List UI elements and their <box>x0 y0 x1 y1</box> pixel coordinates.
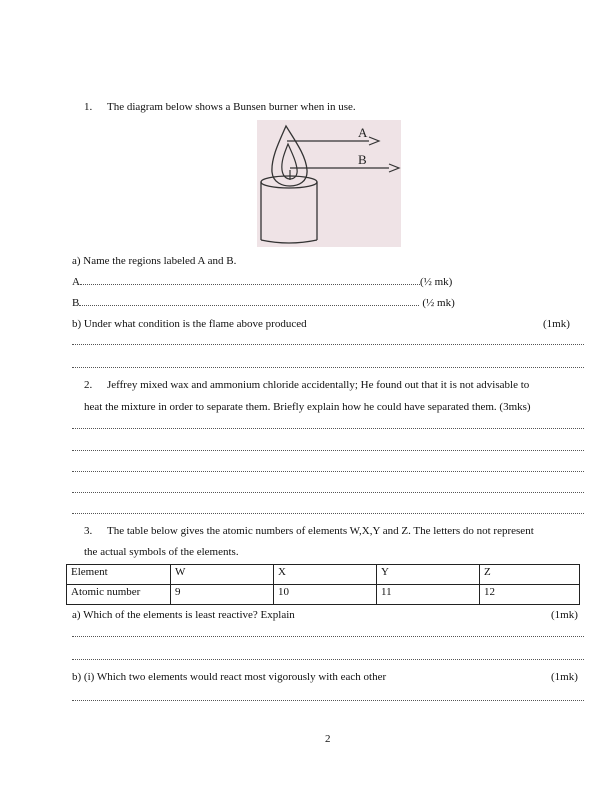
q1-part-b-marks: (1mk) <box>543 318 570 330</box>
bunsen-flame-diagram <box>257 120 401 247</box>
q3-part-a: a) Which of the elements is least reactive? Explain <box>72 609 295 621</box>
answer-a-prefix: A <box>72 276 80 288</box>
q3-part-b-marks: (1mk) <box>551 671 578 683</box>
answer-a-blank[interactable] <box>80 284 420 285</box>
answer-line[interactable] <box>72 450 584 451</box>
label-a: A <box>358 125 368 140</box>
table-cell: Z <box>480 565 580 585</box>
table-cell: 10 <box>274 585 377 605</box>
q1-number: 1. <box>84 101 93 113</box>
answer-b-blank[interactable] <box>79 305 419 306</box>
table-cell: Y <box>377 565 480 585</box>
answer-line[interactable] <box>72 471 584 472</box>
answer-a-line <box>72 276 452 288</box>
bunsen-flame-drawing <box>257 120 401 247</box>
answer-b-line <box>72 297 455 309</box>
answer-line[interactable] <box>72 700 584 701</box>
q3-part-a-marks: (1mk) <box>551 609 578 621</box>
q1-part-a: a) Name the regions labeled A and B. <box>72 255 237 267</box>
table-row <box>67 585 580 605</box>
q1-part-b: b) Under what condition is the flame above produced <box>72 318 307 330</box>
table-cell: W <box>171 565 274 585</box>
candle-bottom <box>261 240 317 243</box>
q3-line2: the actual symbols of the elements. <box>84 546 239 558</box>
q2-line2: heat the mixture in order to separate them. Briefly explain how he could have separated them. (3mks) <box>84 401 531 413</box>
answer-b-marks: (½ mk) <box>422 297 455 309</box>
q1-text: The diagram below shows a Bunsen burner when in use. <box>107 101 356 113</box>
answer-line[interactable] <box>72 513 584 514</box>
arrow-b-head <box>389 164 399 172</box>
answer-line[interactable] <box>72 367 584 368</box>
table-cell: X <box>274 565 377 585</box>
q3-line1: The table below gives the atomic numbers of elements W,X,Y and Z. The letters do not represent <box>107 525 534 537</box>
q2-line1: Jeffrey mixed wax and ammonium chloride accidentally; He found out that it is not advisable to <box>107 379 530 391</box>
table-cell: 11 <box>377 585 480 605</box>
table-cell: 12 <box>480 585 580 605</box>
table-cell: 9 <box>171 585 274 605</box>
arrow-a-head <box>369 137 379 145</box>
table-cell: Atomic number <box>67 585 171 605</box>
atomic-number-table <box>66 564 580 605</box>
answer-a-marks: (½ mk) <box>419 276 453 288</box>
answer-line[interactable] <box>72 428 584 429</box>
q3-number: 3. <box>84 525 93 537</box>
answer-line[interactable] <box>72 492 584 493</box>
label-b: B <box>358 152 367 167</box>
answer-line[interactable] <box>72 659 584 660</box>
answer-line[interactable] <box>72 636 584 637</box>
table-cell: Element <box>67 565 171 585</box>
answer-line[interactable] <box>72 344 584 345</box>
table-row <box>67 565 580 585</box>
q3-part-b: b) (i) Which two elements would react most vigorously with each other <box>72 671 387 683</box>
page-number: 2 <box>325 733 331 745</box>
q2-number: 2. <box>84 379 93 391</box>
answer-b-prefix: B <box>72 297 80 309</box>
